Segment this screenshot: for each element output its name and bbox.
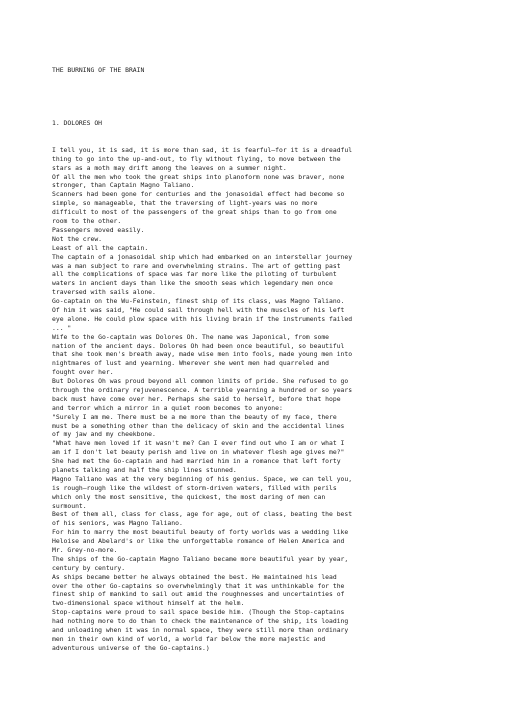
text-line: The captain of a jonasoidal ship which had embarked on an interstellar journey <box>52 252 353 261</box>
text-line: and unloading when it was in normal space, they were still more than ordinary <box>52 626 349 635</box>
text-line: men in their own kind of world, a world far below the more majestic and <box>52 634 326 643</box>
text-line: had nothing more to do than to check the maintenance of the ship, its loading <box>52 617 349 626</box>
text-line: must be a something other than the delicacy of skin and the accidental lines <box>52 421 345 430</box>
text-line: surmount. <box>52 501 87 510</box>
text-line: Wife to the Go-captain was Dolores Oh. The name was Japonical, from some <box>52 332 330 341</box>
text-line: Go-captain on the Wu-Feinstein, finest ship of its class, was Magno Taliano. <box>52 297 345 306</box>
text-line: simple, so manageable, that the traversing of light-years was no more <box>52 199 318 208</box>
text-line: She had met the Go-captain and had married him in a romance that left forty <box>52 457 341 466</box>
text-line: Of him it was said, "He could sail through hell with the muscles of his left <box>52 305 345 314</box>
text-line: and terror which a mirror in a quiet room becomes to anyone: <box>52 403 283 412</box>
text-line: Least of all the captain. <box>52 243 149 252</box>
text-line: Mr. Grey-no-more. <box>52 546 118 554</box>
text-line: all the complications of space was far more like the piloting of turbulent <box>52 270 337 279</box>
document-page <box>52 48 492 662</box>
text-line: is rough—rough like the wildest of storm-driven waters, filled with perils <box>52 483 337 492</box>
text-line: I tell you, it is sad, it is more than sad, it is fearful—for it is a dreadful <box>52 145 353 154</box>
text-line: waters in ancient days than like the smooth seas which legendary men once <box>52 279 333 288</box>
text-line: Stop-captains were proud to sail space beside him. (Though the Stop-captains <box>52 608 345 617</box>
text-line: fought over her. <box>52 368 114 377</box>
text-line: planets talking and half the ship lines stunned. <box>52 465 237 474</box>
text-line: eye alone. He could plow space with his living brain if the instruments failed <box>52 314 353 323</box>
text-line: "Surely I am me. There must be a me more than the beauty of my face, there <box>52 412 337 421</box>
text-line: The ships of the Go-captain Magno Taliano became more beautiful year by year, <box>52 554 349 563</box>
spacer <box>52 93 492 102</box>
document-body <box>52 146 492 653</box>
document-title: THE BURNING OF THE BRAIN <box>52 65 145 74</box>
text-line: Heloise and Abelard's or like the unforgettable romance of Helen America and <box>52 537 345 546</box>
text-line: Magno Taliano was at the very beginning of his genius. Space, we can tell you, <box>52 474 353 483</box>
text-line: Of all the men who took the great ships into planoform none was braver, none <box>52 172 345 181</box>
text-line: am if I don't let beauty perish and live on in whatever flesh age gives me?" <box>52 448 345 457</box>
text-line: which only the most sensitive, the quickest, the most daring of men can <box>52 492 326 501</box>
text-line: room to the other. <box>52 217 122 226</box>
text-line: was a man subject to rare and overwhelming strains. The art of getting past <box>52 261 341 270</box>
text-line: traversed with sails alone. <box>52 288 156 297</box>
text-line: two-dimensional space without himself at the helm. <box>52 599 245 608</box>
text-line: through the ordinary rejuvenescence. A terrible yearning a hundred or so years <box>52 385 353 394</box>
text-line: of my jaw and my cheekbone. <box>52 430 156 439</box>
text-line: difficult to most of the passengers of the great ships than to go from one <box>52 208 337 217</box>
text-line: over the other Go-captains so overwhelmingly that it was unthinkable for the <box>52 581 345 590</box>
text-line: But Dolores Oh was proud beyond all common limits of pride. She refused to go <box>52 377 349 386</box>
text-line: back must have come over her. Perhaps she said to herself, before that hope <box>52 394 341 403</box>
text-line: Best of them all, class for class, age for age, out of class, beating the best <box>52 510 353 519</box>
text-line: thing to go into the up-and-out, to fly without flying, to move between the <box>52 154 341 163</box>
text-line: stars as a moth may drift among the leaves on a summer night. <box>52 163 287 172</box>
text-line: Not the crew. <box>52 234 103 243</box>
text-line: that she took men's breath away, made wise men into fools, made young men into <box>52 350 353 359</box>
text-line: For him to marry the most beautiful beauty of forty worlds was a wedding like <box>52 528 349 537</box>
text-line: Scanners had been gone for centuries and the jonasoidal effect had become so <box>52 190 345 199</box>
text-line: "What have men loved if it wasn't me? Can I ever find out who I am or what I <box>52 439 345 448</box>
text-line: nightmares of lust and yearning. Wherever she went men had quarreled and <box>52 359 330 368</box>
text-line: finest ship of mankind to sail out amid the roughnesses and uncertainties of <box>52 590 345 599</box>
text-line: stronger, than Captain Magno Taliano. <box>52 181 195 190</box>
text-line: nation of the ancient days. Dolores Oh had been once beautiful, so beautiful <box>52 341 345 350</box>
text-line: century by century. <box>52 563 126 572</box>
text-line: As ships became better he always obtained the best. He maintained his lead <box>52 572 337 581</box>
text-line: adventurous universe of the Go-captains.) <box>52 643 210 652</box>
text-line: Passengers moved easily. <box>52 225 145 234</box>
chapter-heading: 1. DOLORES OH <box>52 119 103 128</box>
text-line: of his seniors, was Magno Taliano. <box>52 519 183 528</box>
text-line: ... " <box>52 323 72 332</box>
